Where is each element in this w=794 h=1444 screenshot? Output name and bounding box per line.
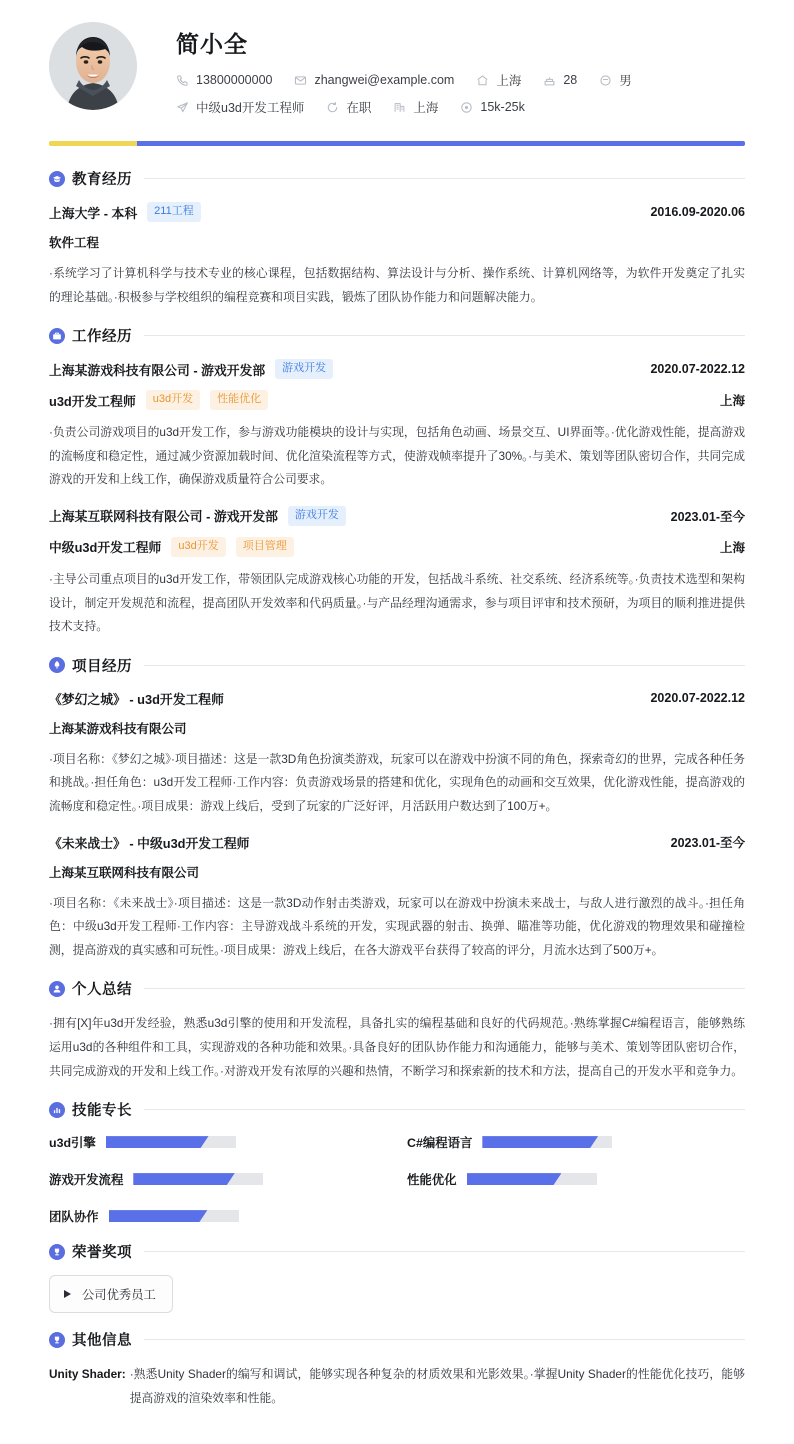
work-role-left <box>49 390 268 410</box>
skill-item <box>49 1170 387 1188</box>
education-school: 上海大学 - 本科 <box>49 205 138 221</box>
project-entry <box>49 833 745 963</box>
skill-progress-fill <box>467 1173 562 1185</box>
section-education <box>49 168 745 309</box>
section-header-work <box>49 325 745 346</box>
section-header-project <box>49 655 745 676</box>
education-entry <box>49 202 745 309</box>
section-title-project: 项目经历 <box>72 658 132 675</box>
other-info-item <box>49 1363 745 1410</box>
work-location: 上海 <box>719 540 745 555</box>
rocket-icon <box>49 657 65 673</box>
skill-item <box>49 1207 387 1225</box>
work-role-line <box>49 390 745 410</box>
skill-item <box>407 1170 745 1188</box>
skills-grid <box>49 1133 745 1225</box>
section-rule <box>144 178 745 179</box>
section-awards <box>49 1241 745 1313</box>
user-icon <box>49 981 65 997</box>
skill-item <box>407 1133 745 1151</box>
project-company: 上海某互联网科技有限公司 <box>49 865 200 880</box>
work-role-tag: u3d开发 <box>171 537 225 557</box>
salary-expectation <box>460 100 524 114</box>
contact-phone-text: 13800000000 <box>196 73 273 87</box>
work-role-tag: 项目管理 <box>236 537 294 557</box>
section-title-other-info: 其他信息 <box>72 1333 132 1350</box>
work-entry-left <box>49 359 333 379</box>
project-name: 《未来战士》 - 中级u3d开发工程师 <box>49 835 250 851</box>
section-rule <box>144 988 745 989</box>
skill-progress-track <box>106 1136 236 1148</box>
paper-plane-icon <box>176 101 189 114</box>
work-description: ·主导公司重点项目的u3d开发工作，带领团队完成游戏核心功能的开发，包括战斗系统、社交系统、经济系统等。·负责技术选型和架构设计，制定开发规范和流程，提高团队开发效率和代码质量。·与产品经理沟通需求，参与项目评审和技术预研，为项目的顺利推进提供技术支持。 <box>49 571 745 634</box>
education-entry-left <box>49 202 201 222</box>
play-triangle-icon <box>64 1290 71 1298</box>
gender-icon <box>599 74 612 87</box>
section-rule <box>144 1339 745 1340</box>
section-rule <box>144 665 745 666</box>
project-date: 2023.01-至今 <box>670 836 745 851</box>
header-info <box>137 18 745 125</box>
section-rule <box>144 335 745 336</box>
work-description: ·负责公司游戏项目的u3d开发工作，参与游戏功能模块的设计与实现，包括角色动画、场景交互、UI界面等。·优化游戏性能，提高游戏的流畅度和稳定性，通过减少资源加载时间、优化渲染流程等方式，使游戏帧率提升了30%。·与美术、策划等团队密切合作，共同完成游戏的开发和上线工作，确保游戏质量符合公司要求。 <box>49 425 745 487</box>
project-entry <box>49 689 745 819</box>
skill-progress-fill <box>482 1136 598 1148</box>
mail-icon <box>294 74 307 87</box>
work-date: 2020.07-2022.12 <box>650 362 745 377</box>
work-role-line <box>49 537 745 557</box>
contact-hometown <box>476 71 521 89</box>
section-rule <box>144 1251 745 1252</box>
education-date: 2016.09-2020.06 <box>650 205 745 219</box>
contact-phone <box>176 73 272 87</box>
work-role-left <box>49 537 294 557</box>
section-title-skills: 技能专长 <box>72 1103 132 1120</box>
accent-divider <box>49 141 745 146</box>
job-target <box>176 98 304 116</box>
avatar <box>49 22 137 110</box>
section-work <box>49 325 745 639</box>
skill-label: u3d引擎 <box>49 1136 96 1151</box>
chart-icon <box>49 1102 65 1118</box>
skill-item <box>49 1133 387 1151</box>
contact-email <box>294 73 454 87</box>
skill-progress-track <box>482 1136 612 1148</box>
job-target-text: 中级u3d开发工程师 <box>196 101 305 115</box>
contact-hometown-text: 上海 <box>496 74 522 88</box>
skill-label: 性能优化 <box>407 1173 457 1188</box>
skill-label: C#编程语言 <box>407 1136 473 1151</box>
salary-icon <box>460 101 473 114</box>
other-info-text: ·熟悉Unity Shader的编写和调试，能够实现各种复杂的材质效果和光影效果。·掌握Unity Shader的性能优化技巧，能够提高游戏的渲染效率和性能。 <box>129 1367 745 1405</box>
contact-age <box>543 73 577 87</box>
section-header-skills <box>49 1099 745 1120</box>
section-title-awards: 荣誉奖项 <box>72 1245 132 1262</box>
section-other-info <box>49 1329 745 1410</box>
work-entry <box>49 506 745 639</box>
work-company: 上海某游戏科技有限公司 - 游戏开发部 <box>49 362 266 378</box>
education-entry-headline <box>49 202 745 222</box>
status-icon <box>326 101 339 114</box>
project-description: ·项目名称：《未来战士》·项目描述：这是一款3D动作射击类游戏，玩家可以在游戏中扮演未来战士，与敌人进行激烈的战斗。·担任角色：中级u3d开发工程师·工作内容：主导游戏战斗系统的开发，实现武器的射击、换弹、瞄准等功能，优化游戏的物理效果和碰撞检测，提高游戏的真实感和可玩性。·项目成果：游戏上线后，在各大游戏平台获得了较高的评分，月流水达到了500万+。 <box>49 895 745 957</box>
skill-label: 团队协作 <box>49 1210 99 1225</box>
section-header-summary <box>49 978 745 999</box>
salary-text: 15k-25k <box>480 100 525 114</box>
work-role-tag: u3d开发 <box>146 390 200 410</box>
briefcase-icon <box>49 328 65 344</box>
section-title-summary: 个人总结 <box>72 982 132 999</box>
accent-divider-yellow <box>49 141 137 146</box>
job-city <box>393 98 438 116</box>
contact-row-secondary <box>176 98 745 116</box>
home-icon <box>476 74 489 87</box>
contact-gender <box>599 71 632 89</box>
section-header-awards <box>49 1241 745 1262</box>
skill-progress-fill <box>109 1210 208 1222</box>
section-skills <box>49 1099 745 1225</box>
project-date: 2020.07-2022.12 <box>650 691 745 706</box>
phone-icon <box>176 74 189 87</box>
trophy-icon <box>49 1244 65 1260</box>
work-entry-headline <box>49 506 745 526</box>
skill-progress-track <box>467 1173 597 1185</box>
building-icon <box>393 101 406 114</box>
section-title-education: 教育经历 <box>72 172 132 188</box>
project-name: 《梦幻之城》 - u3d开发工程师 <box>49 691 224 707</box>
work-entry <box>49 359 745 492</box>
resume-header <box>49 0 745 135</box>
section-header-education <box>49 168 745 189</box>
project-entry-left <box>49 833 249 852</box>
work-location: 上海 <box>719 394 745 409</box>
info-icon <box>49 1332 65 1348</box>
work-entry-headline <box>49 359 745 379</box>
job-status <box>326 98 371 116</box>
work-role-title: u3d开发工程师 <box>49 393 136 409</box>
education-major: 软件工程 <box>49 236 100 250</box>
award-list <box>49 1275 745 1313</box>
skill-label: 游戏开发流程 <box>49 1173 124 1188</box>
section-title-work: 工作经历 <box>72 329 132 346</box>
work-tag: 游戏开发 <box>275 359 333 379</box>
project-description: ·项目名称：《梦幻之城》·项目描述：这是一款3D角色扮演类游戏，玩家可以在游戏中扮演不同的角色，探索奇幻的世界，完成各种任务和挑战。·担任角色：u3d开发工程师·工作内容：负责游戏场景的搭建和优化，实现角色的动画和交互效果，优化游戏性能，提高游戏的流畅度和稳定性。·项目成果：游戏上线后，受到了玩家的广泛好评，月活跃用户数达到了100万+。 <box>49 751 745 813</box>
education-description: ·系统学习了计算机科学与技术专业的核心课程，包括数据结构、算法设计与分析、操作系统、计算机网络等，为软件开发奠定了扎实的理论基础。·积极参与学校组织的编程竞赛和项目实践，锻炼了团队协作能力和问题解决能力。 <box>49 266 745 304</box>
education-tag: 211工程 <box>147 202 201 222</box>
work-date: 2023.01-至今 <box>670 509 745 524</box>
section-rule <box>144 1109 745 1110</box>
work-role-tag: 性能优化 <box>210 390 268 410</box>
candidate-name: 简小全 <box>176 31 248 57</box>
project-company: 上海某游戏科技有限公司 <box>49 721 187 736</box>
contact-age-text: 28 <box>563 73 578 87</box>
section-project <box>49 655 745 963</box>
skill-progress-track <box>109 1210 239 1222</box>
job-status-text: 在职 <box>346 101 372 115</box>
award-chip[interactable] <box>49 1275 173 1313</box>
section-header-other-info <box>49 1329 745 1350</box>
work-tag: 游戏开发 <box>288 506 346 526</box>
skill-progress-track <box>133 1173 263 1185</box>
accent-divider-blue <box>137 141 745 146</box>
education-cap-icon <box>49 171 65 187</box>
contact-gender-text: 男 <box>619 74 632 88</box>
project-entry-headline <box>49 833 745 852</box>
work-company: 上海某互联网科技有限公司 - 游戏开发部 <box>49 509 278 525</box>
contact-row-primary <box>176 71 745 89</box>
work-entry-left <box>49 506 346 526</box>
project-entry-headline <box>49 689 745 708</box>
job-city-text: 上海 <box>413 101 439 115</box>
cake-icon <box>543 74 556 87</box>
skill-progress-fill <box>133 1173 234 1185</box>
work-role-title: 中级u3d开发工程师 <box>49 540 162 556</box>
contact-email-text: zhangwei@example.com <box>314 73 455 87</box>
project-entry-left <box>49 689 224 708</box>
summary-text: ·拥有[X]年u3d开发经验，熟悉u3d引擎的使用和开发流程，具备扎实的编程基础和良好的代码规范。·熟练掌握C#编程语言，能够熟练运用u3d的各种组件和工具，实现游戏的各种功能和效果。·具备良好的团队协作能力和沟通能力，能够与美术、策划等团队密切合作，共同完成游戏的开发和上线工作。·对游戏开发有浓厚的兴趣和热情，不断学习和探索新的技术和方法，提高自己的开发水平和竞争力。 <box>49 1016 745 1078</box>
section-summary <box>49 978 745 1083</box>
other-info-label: Unity Shader: <box>49 1367 126 1382</box>
skill-progress-fill <box>106 1136 209 1148</box>
award-label: 公司优秀员工 <box>82 1288 156 1303</box>
